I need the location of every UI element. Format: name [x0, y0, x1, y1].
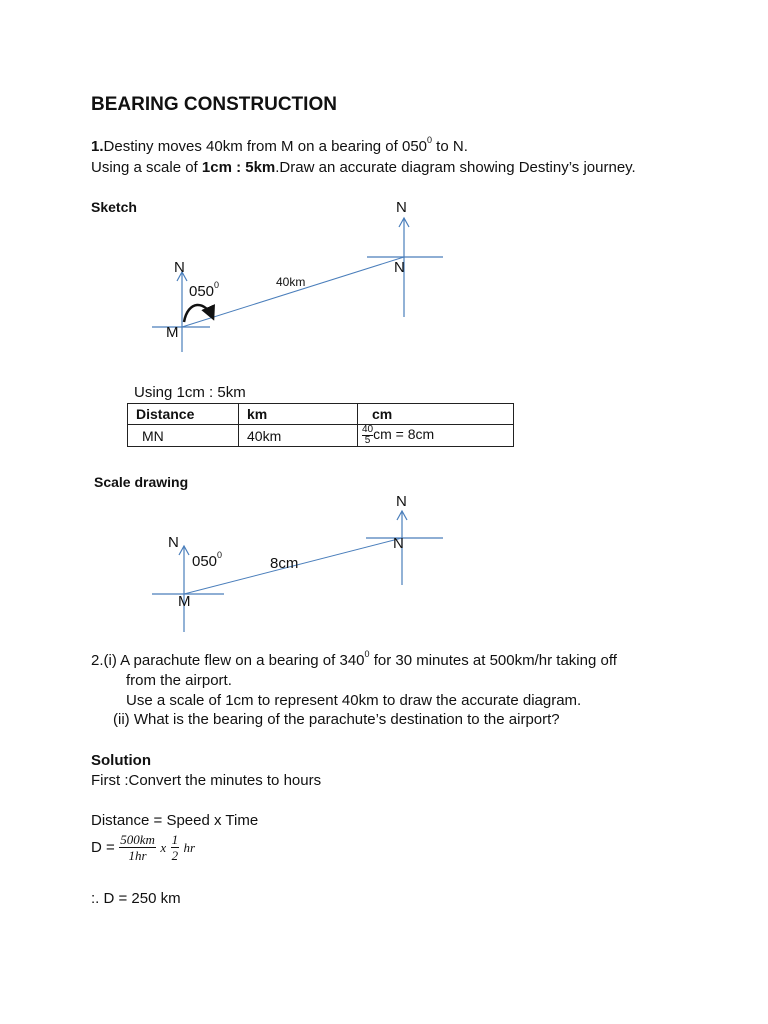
- degree-sup: 0: [427, 135, 433, 145]
- table-cell-cm: [358, 425, 514, 447]
- question-2-line-4: (ii) What is the bearing of the parachute’s destination to the airport?: [113, 711, 560, 728]
- scale-angle-label: $050^0$: [192, 550, 223, 570]
- fraction-result: cm = 8cm: [373, 426, 435, 443]
- page-title: BEARING CONSTRUCTION: [91, 94, 337, 115]
- question-2-line-2: from the airport.: [126, 672, 232, 689]
- table-header-row: [128, 404, 514, 425]
- sketch-north-label-n: N: [396, 199, 407, 216]
- solution-heading: Solution: [91, 752, 151, 769]
- sketch-distance-label: 40km: [276, 275, 306, 289]
- sketch-angle-arc: [184, 305, 213, 322]
- solution-result: :. D = 250 km: [91, 890, 181, 907]
- times-sign: x: [160, 839, 167, 855]
- scale-point-n: N: [393, 535, 404, 552]
- fraction-numerator: 40: [362, 424, 374, 435]
- fraction-denominator: 5: [364, 435, 371, 446]
- scale-note: Using 1cm : 5km: [134, 384, 246, 401]
- scale-text: Using a scale of: [91, 159, 202, 176]
- solution-step-1: First :Convert the minutes to hours: [91, 772, 322, 789]
- sketch-angle-label: $050^0$: [189, 280, 220, 300]
- fraction-time-numerator: 1: [171, 832, 179, 847]
- sketch-point-m: M: [166, 324, 179, 341]
- scale-point-m: M: [178, 593, 191, 610]
- table-header-km: km: [239, 404, 358, 425]
- question-number: 1.: [91, 138, 104, 155]
- distance-table: [127, 403, 514, 447]
- time-unit: hr: [183, 839, 196, 855]
- fraction-time: [171, 832, 180, 863]
- scale-distance-label: 8cm: [270, 555, 299, 572]
- sketch-heading: Sketch: [91, 199, 137, 215]
- question-text-end: to N.: [432, 138, 468, 155]
- question-2-line-1: 2.(i) A parachute flew on a bearing of $340^0$ for 30 minutes at 500km/hr taking off: [91, 649, 617, 669]
- equation-prefix: D =: [91, 839, 115, 856]
- table-cell-km: 40km: [239, 425, 358, 447]
- scale-value: 1cm : 5km: [201, 159, 276, 176]
- instruction-text: .Draw an accurate diagram showing Destiny’s journey.: [275, 159, 636, 176]
- sketch-point-n: N: [394, 259, 405, 276]
- fraction-time-denominator: 2: [171, 848, 179, 863]
- scale-north-label-n: N: [396, 493, 407, 510]
- fraction-speed-numerator: 500km: [120, 832, 155, 847]
- scale-north-label-m: N: [168, 534, 179, 551]
- sketch-north-label-m: N: [174, 259, 185, 276]
- solution-equation: [91, 832, 195, 872]
- solution-formula: Distance = Speed x Time: [91, 812, 259, 829]
- fraction-speed: [119, 832, 156, 863]
- fraction: [362, 425, 373, 446]
- question-text: Destiny moves 40km from M on a bearing of 050: [103, 138, 427, 155]
- table-header-distance: Distance: [128, 404, 239, 425]
- fraction-speed-denominator: 1hr: [128, 848, 147, 863]
- scale-drawing-heading: Scale drawing: [94, 474, 189, 490]
- table-row: [128, 425, 514, 447]
- table-header-cm: cm: [358, 404, 514, 425]
- table-cell-distance: MN: [128, 425, 239, 447]
- question-2-line-3: Use a scale of 1cm to represent 40km to draw the accurate diagram.: [126, 692, 582, 709]
